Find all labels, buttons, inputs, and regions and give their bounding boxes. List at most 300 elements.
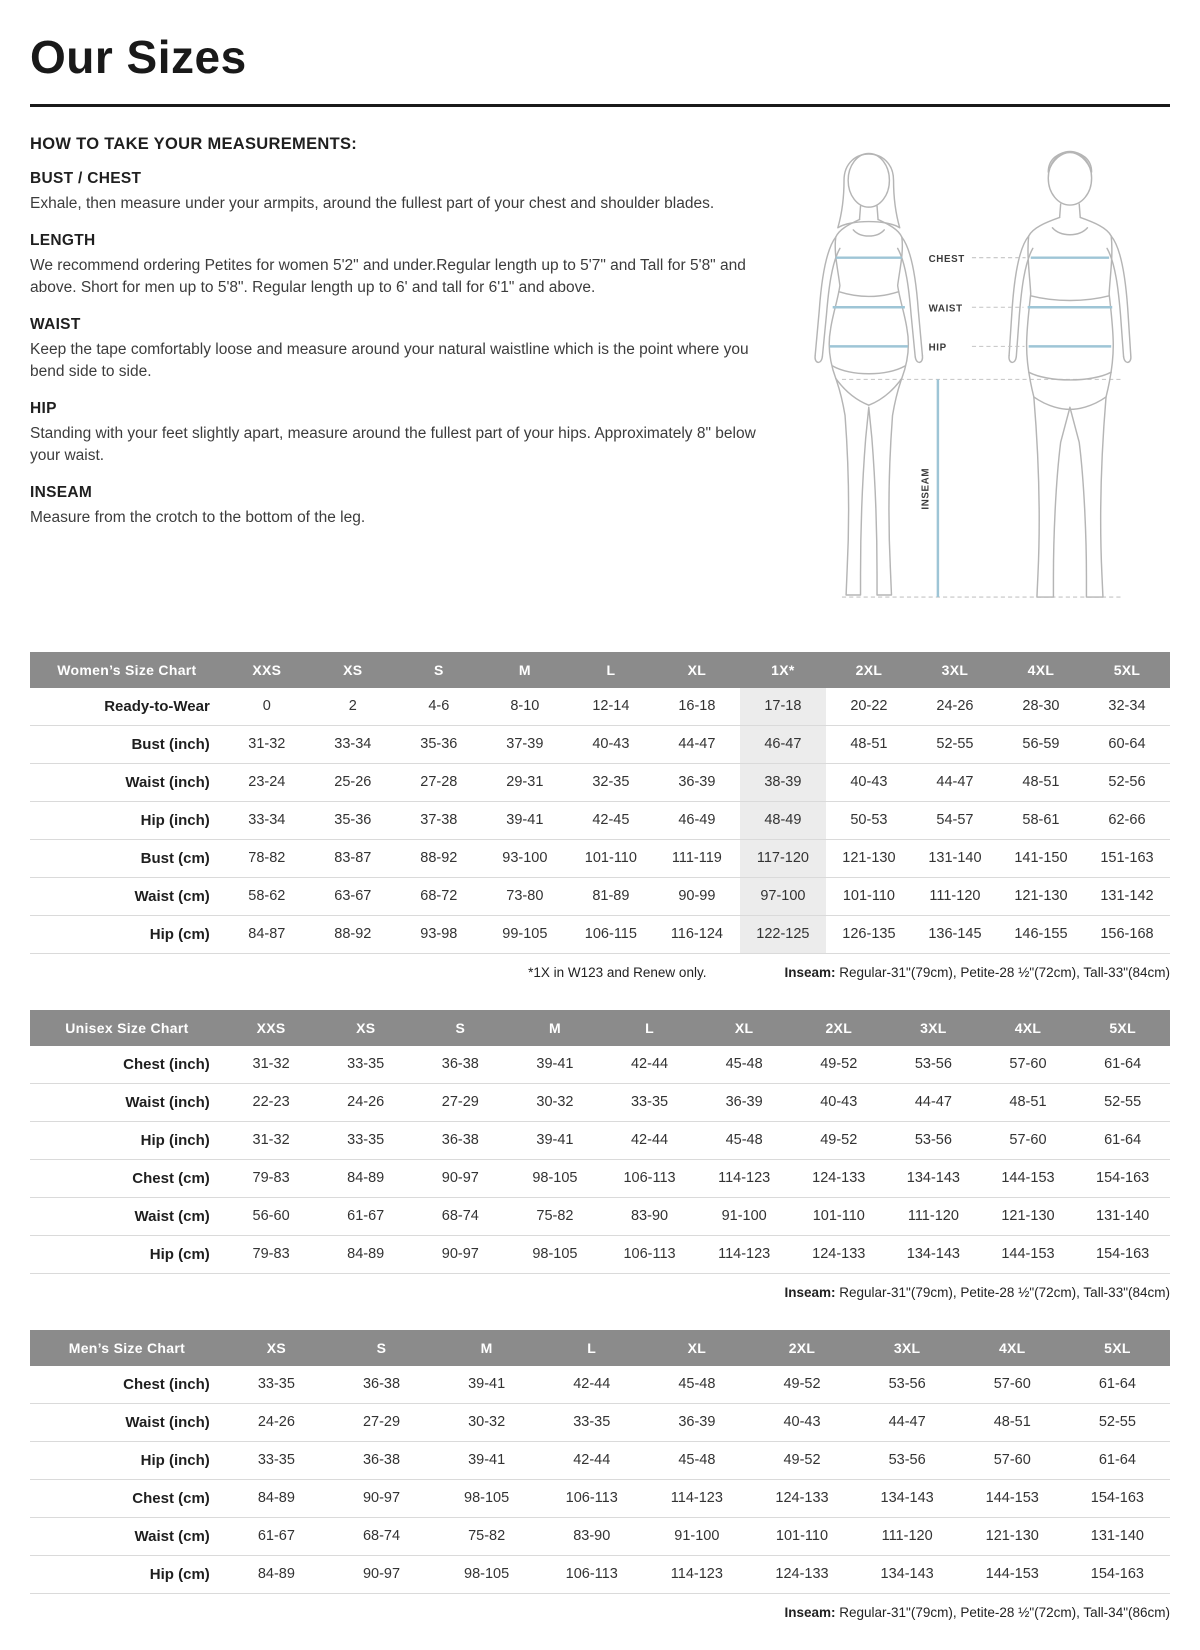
cell: 42-44 <box>573 1452 611 1469</box>
cell: 39-41 <box>536 1132 574 1149</box>
section-title: LENGTH <box>30 232 96 249</box>
column-header: S <box>329 1330 434 1366</box>
womens-chart-footnotes <box>30 965 1170 980</box>
cell: 154-163 <box>1090 1490 1144 1507</box>
title-divider <box>30 104 1170 107</box>
column-header: XS <box>310 652 396 688</box>
cell: 22-23 <box>252 1094 290 1111</box>
cell: 23-24 <box>248 774 286 791</box>
column-header: 4XL <box>981 1010 1076 1046</box>
cell: 106-113 <box>565 1490 618 1507</box>
table-row <box>30 1159 1170 1197</box>
cell: 111-120 <box>929 888 981 905</box>
cell: 36-38 <box>362 1376 401 1393</box>
inseam-label: INSEAM <box>920 467 932 510</box>
cell: 17-18 <box>740 688 826 726</box>
cell: 20-22 <box>850 698 888 715</box>
footnote-inseam <box>784 965 1170 980</box>
cell: 35-36 <box>334 812 372 829</box>
cell: 90-97 <box>362 1566 401 1583</box>
row-label: Hip (cm) <box>149 925 210 943</box>
section-title: WAIST <box>30 316 81 333</box>
row-label: Waist (inch) <box>125 773 210 791</box>
column-header: XL <box>697 1010 792 1046</box>
inseam-guides <box>842 379 1121 597</box>
row-label: Waist (inch) <box>125 1093 210 1111</box>
column-header: L <box>568 652 654 688</box>
table-row <box>30 877 1170 915</box>
cell: 83-90 <box>573 1528 611 1545</box>
cell: 114-123 <box>718 1170 771 1187</box>
cell: 106-115 <box>584 926 637 943</box>
cell: 35-36 <box>420 736 458 753</box>
row-label: Chest (cm) <box>132 1169 210 1187</box>
cell: 39-41 <box>506 812 544 829</box>
cell: 33-35 <box>257 1376 295 1393</box>
cell: 50-53 <box>850 812 888 829</box>
cell: 101-110 <box>584 850 637 867</box>
cell: 31-32 <box>248 736 286 753</box>
cell: 106-113 <box>623 1246 676 1263</box>
cell: 121-130 <box>842 850 896 867</box>
cell: 46-49 <box>678 812 716 829</box>
cell: 134-143 <box>880 1566 934 1583</box>
cell: 97-100 <box>740 877 826 915</box>
cell: 101-110 <box>842 888 895 905</box>
footnote-inseam-text: Regular-31"(79cm), Petite-28 ½"(72cm), Tall-34"(86cm) <box>839 1604 1170 1620</box>
cell: 53-56 <box>888 1452 926 1469</box>
cell: 101-110 <box>775 1528 829 1545</box>
cell: 40-43 <box>592 736 630 753</box>
section-body: Standing with your feet slightly apart, measure around the fullest part of your hips. Approximately 8" below your waist. <box>30 425 756 464</box>
cell: 136-145 <box>928 926 982 943</box>
cell: 48-51 <box>993 1414 1031 1431</box>
cell: 111-119 <box>671 850 722 867</box>
footnote-inseam-label: Inseam: <box>784 1284 836 1300</box>
cell: 45-48 <box>678 1376 716 1393</box>
column-header: L <box>539 1330 644 1366</box>
table-row <box>30 1083 1170 1121</box>
cell: 61-67 <box>257 1528 295 1545</box>
column-header: XS <box>318 1010 413 1046</box>
cell: 57-60 <box>993 1376 1031 1393</box>
cell: 121-130 <box>1001 1208 1055 1225</box>
column-header: XXS <box>224 652 310 688</box>
footnote-inseam-label: Inseam: <box>784 964 836 980</box>
cell: 61-64 <box>1104 1056 1142 1073</box>
cell: 40-43 <box>850 774 888 791</box>
instruction-section-bust-chest <box>30 170 764 215</box>
figure-panel <box>778 135 1170 622</box>
cell: 27-29 <box>441 1094 479 1111</box>
cell: 25-26 <box>334 774 372 791</box>
cell: 45-48 <box>725 1056 763 1073</box>
instructions-heading: HOW TO TAKE YOUR MEASUREMENTS: <box>30 135 358 153</box>
cell: 39-41 <box>468 1452 506 1469</box>
cell: 144-153 <box>985 1566 1039 1583</box>
cell: 61-67 <box>347 1208 385 1225</box>
cell: 111-120 <box>907 1208 959 1225</box>
hip-label: HIP <box>928 342 947 354</box>
woman-figure <box>815 154 922 596</box>
cell: 84-89 <box>257 1490 295 1507</box>
cell: 38-39 <box>740 763 826 801</box>
cell: 42-44 <box>573 1376 611 1393</box>
row-label: Bust (inch) <box>131 735 210 753</box>
cell: 39-41 <box>468 1376 506 1393</box>
cell: 61-64 <box>1104 1132 1142 1149</box>
cell: 117-120 <box>740 839 826 877</box>
cell: 45-48 <box>678 1452 716 1469</box>
cell: 73-80 <box>506 888 544 905</box>
cell: 106-113 <box>623 1170 676 1187</box>
cell: 98-105 <box>464 1490 510 1507</box>
cell: 0 <box>262 698 271 715</box>
cell: 33-35 <box>573 1414 611 1431</box>
cell: 39-41 <box>536 1056 574 1073</box>
cell: 90-99 <box>678 888 716 905</box>
column-header: M <box>434 1330 539 1366</box>
unisex-size-chart-table <box>30 1010 1170 1274</box>
table-row <box>30 1197 1170 1235</box>
cell: 33-35 <box>257 1452 295 1469</box>
row-label: Waist (cm) <box>134 1527 210 1545</box>
table-row <box>30 1235 1170 1273</box>
cell: 31-32 <box>252 1132 290 1149</box>
cell: 40-43 <box>783 1414 821 1431</box>
cell: 2 <box>348 698 357 715</box>
cell: 131-140 <box>928 850 982 867</box>
row-label: Hip (inch) <box>140 811 210 829</box>
cell: 48-51 <box>1022 774 1060 791</box>
table-row <box>30 1366 1170 1404</box>
cell: 83-90 <box>630 1208 669 1225</box>
cell: 151-163 <box>1100 850 1154 867</box>
cell: 53-56 <box>914 1056 952 1073</box>
section-body: Exhale, then measure under your armpits, around the fullest part of your chest and shoulder blades. <box>30 195 715 212</box>
cell: 33-35 <box>347 1056 385 1073</box>
instruction-section-hip <box>30 400 764 467</box>
cell: 90-97 <box>441 1170 479 1187</box>
cell: 58-62 <box>248 888 286 905</box>
row-label: Chest (inch) <box>123 1055 210 1073</box>
cell: 8-10 <box>510 698 540 715</box>
row-label: Waist (inch) <box>125 1413 210 1431</box>
cell: 90-97 <box>441 1246 479 1263</box>
cell: 36-38 <box>362 1452 401 1469</box>
cell: 90-97 <box>362 1490 401 1507</box>
cell: 93-98 <box>420 926 458 943</box>
column-header: 2XL <box>749 1330 854 1366</box>
cell: 126-135 <box>842 926 896 943</box>
cell: 88-92 <box>334 926 372 943</box>
instruction-section-inseam <box>30 484 764 529</box>
footnote-inseam-text: Regular-31"(79cm), Petite-28 ½"(72cm), Tall-33"(84cm) <box>839 1284 1170 1300</box>
row-label: Ready-to-Wear <box>104 697 210 715</box>
cell: 44-47 <box>936 774 974 791</box>
cell: 37-39 <box>506 736 544 753</box>
cell: 52-56 <box>1108 774 1146 791</box>
cell: 52-55 <box>1098 1414 1136 1431</box>
cell: 31-32 <box>252 1056 290 1073</box>
cell: 116-124 <box>670 926 723 943</box>
cell: 57-60 <box>1009 1132 1047 1149</box>
instruction-section-length <box>30 232 764 299</box>
cell: 49-52 <box>783 1376 821 1393</box>
column-header: 2XL <box>791 1010 886 1046</box>
section-title: INSEAM <box>30 484 93 501</box>
section-title: BUST / CHEST <box>30 170 142 187</box>
cell: 28-30 <box>1022 698 1060 715</box>
cell: 106-113 <box>565 1566 618 1583</box>
man-figure <box>1009 151 1131 597</box>
table-row <box>30 915 1170 953</box>
column-header: 3XL <box>855 1330 960 1366</box>
cell: 30-32 <box>468 1414 506 1431</box>
cell: 33-34 <box>248 812 286 829</box>
column-header: 4XL <box>960 1330 1065 1366</box>
column-header: XL <box>654 652 740 688</box>
cell: 57-60 <box>1009 1056 1047 1073</box>
cell: 56-59 <box>1022 736 1060 753</box>
cell: 53-56 <box>914 1132 952 1149</box>
column-header: L <box>602 1010 697 1046</box>
footnote-inseam <box>784 1285 1170 1300</box>
instruction-section-waist <box>30 316 764 383</box>
footnote-inseam-label: Inseam: <box>784 1604 836 1620</box>
cell: 45-48 <box>725 1132 763 1149</box>
cell: 68-74 <box>441 1208 479 1225</box>
row-label: Chest (cm) <box>132 1489 210 1507</box>
table-row <box>30 1403 1170 1441</box>
cell: 36-38 <box>441 1132 479 1149</box>
cell: 56-60 <box>252 1208 290 1225</box>
cell: 84-89 <box>347 1246 385 1263</box>
cell: 53-56 <box>888 1376 926 1393</box>
cell: 131-140 <box>1090 1528 1144 1545</box>
measurement-figure-illustration <box>778 137 1170 622</box>
table-row <box>30 763 1170 801</box>
cell: 101-110 <box>812 1208 865 1225</box>
cell: 144-153 <box>1001 1170 1055 1187</box>
chest-label: CHEST <box>928 253 965 265</box>
table-row <box>30 801 1170 839</box>
cell: 12-14 <box>592 698 630 715</box>
cell: 48-49 <box>740 801 826 839</box>
cell: 24-26 <box>936 698 974 715</box>
cell: 49-52 <box>783 1452 821 1469</box>
section-body: Keep the tape comfortably loose and measure around your natural waistline which is the point where you bend side to side. <box>30 341 749 380</box>
column-header: XL <box>644 1330 749 1366</box>
column-header: 4XL <box>998 652 1084 688</box>
table-row <box>30 688 1170 726</box>
column-header: 2XL <box>826 652 912 688</box>
cell: 49-52 <box>820 1056 858 1073</box>
table-row <box>30 725 1170 763</box>
mens-chart-footnotes <box>30 1605 1170 1620</box>
footnote-inseam-text: Regular-31"(79cm), Petite-28 ½"(72cm), Tall-33"(84cm) <box>839 964 1170 980</box>
column-header: XS <box>224 1330 329 1366</box>
cell: 79-83 <box>252 1246 290 1263</box>
row-label: Hip (inch) <box>140 1451 210 1469</box>
measurement-instructions <box>30 135 764 622</box>
cell: 154-163 <box>1090 1566 1144 1583</box>
row-label: Bust (cm) <box>140 849 210 867</box>
section-body: Measure from the crotch to the bottom of the leg. <box>30 509 366 526</box>
cell: 36-39 <box>725 1094 763 1111</box>
cell: 60-64 <box>1108 736 1146 753</box>
table-row <box>30 1046 1170 1084</box>
column-header: 3XL <box>912 652 998 688</box>
cell: 32-34 <box>1108 698 1146 715</box>
cell: 99-105 <box>502 926 548 943</box>
cell: 141-150 <box>1014 850 1068 867</box>
cell: 68-74 <box>362 1528 401 1545</box>
row-label: Hip (cm) <box>149 1245 210 1263</box>
row-label: Hip (cm) <box>149 1565 210 1583</box>
cell: 68-72 <box>420 888 458 905</box>
column-header: M <box>482 652 568 688</box>
mens-size-chart-table <box>30 1330 1170 1594</box>
row-label: Hip (inch) <box>140 1131 210 1149</box>
cell: 84-89 <box>257 1566 295 1583</box>
cell: 114-123 <box>670 1566 723 1583</box>
cell: 84-87 <box>248 926 286 943</box>
section-body: We recommend ordering Petites for women 5'2" and under.Regular length up to 5'7" and Tall for 5'8" and above. Short for men up to 5'8". Regular length up to 6' and tall for 6'1" and above. <box>30 257 746 296</box>
cell: 33-34 <box>334 736 372 753</box>
intro-section <box>30 135 1170 622</box>
cell: 44-47 <box>914 1094 952 1111</box>
cell: 121-130 <box>985 1528 1039 1545</box>
cell: 52-55 <box>936 736 974 753</box>
cell: 33-35 <box>630 1094 669 1111</box>
cell: 114-123 <box>718 1246 771 1263</box>
footnote-inseam <box>784 1605 1170 1620</box>
cell: 93-100 <box>502 850 548 867</box>
unisex-chart-footnotes <box>30 1285 1170 1300</box>
cell: 24-26 <box>257 1414 295 1431</box>
cell: 134-143 <box>880 1490 934 1507</box>
cell: 42-45 <box>592 812 630 829</box>
cell: 78-82 <box>248 850 286 867</box>
cell: 16-18 <box>678 698 716 715</box>
cell: 114-123 <box>670 1490 723 1507</box>
column-header: XXS <box>224 1010 319 1046</box>
cell: 58-61 <box>1022 812 1060 829</box>
table-title: Unisex Size Chart <box>30 1010 224 1046</box>
cell: 30-32 <box>536 1094 574 1111</box>
cell: 75-82 <box>468 1528 506 1545</box>
cell: 52-55 <box>1104 1094 1142 1111</box>
cell: 156-168 <box>1100 926 1154 943</box>
footnote-1x: *1X in W123 and Renew only. <box>528 964 707 980</box>
cell: 48-51 <box>1009 1094 1047 1111</box>
cell: 4-6 <box>428 698 450 715</box>
table-row <box>30 1555 1170 1593</box>
cell: 144-153 <box>985 1490 1039 1507</box>
cell: 46-47 <box>740 725 826 763</box>
cell: 42-44 <box>630 1056 669 1073</box>
cell: 54-57 <box>936 812 974 829</box>
table-row <box>30 1517 1170 1555</box>
cell: 98-105 <box>532 1170 578 1187</box>
cell: 27-28 <box>420 774 458 791</box>
page-title: Our Sizes <box>30 31 247 83</box>
header-row <box>30 1330 1170 1366</box>
cell: 36-39 <box>678 774 716 791</box>
cell: 32-35 <box>592 774 630 791</box>
cell: 49-52 <box>820 1132 858 1149</box>
cell: 124-133 <box>812 1246 866 1263</box>
header-row <box>30 1010 1170 1046</box>
cell: 40-43 <box>820 1094 858 1111</box>
column-header: 5XL <box>1075 1010 1170 1046</box>
cell: 79-83 <box>252 1170 290 1187</box>
cell: 154-163 <box>1096 1246 1150 1263</box>
cell: 44-47 <box>678 736 716 753</box>
column-header: 1X* <box>740 652 826 688</box>
womens-size-chart-table <box>30 652 1170 954</box>
cell: 81-89 <box>592 888 630 905</box>
cell: 98-105 <box>464 1566 510 1583</box>
table-row <box>30 1121 1170 1159</box>
cell: 88-92 <box>420 850 458 867</box>
cell: 91-100 <box>721 1208 767 1225</box>
cell: 57-60 <box>993 1452 1031 1469</box>
waist-label: WAIST <box>928 303 963 315</box>
cell: 24-26 <box>347 1094 385 1111</box>
cell: 98-105 <box>532 1246 578 1263</box>
cell: 37-38 <box>420 812 458 829</box>
cell: 131-140 <box>1096 1208 1150 1225</box>
column-header: 5XL <box>1065 1330 1170 1366</box>
row-label: Waist (cm) <box>134 887 210 905</box>
cell: 36-39 <box>678 1414 716 1431</box>
cell: 61-64 <box>1098 1376 1136 1393</box>
cell: 83-87 <box>334 850 372 867</box>
cell: 144-153 <box>1001 1246 1055 1263</box>
section-title: HIP <box>30 400 57 417</box>
cell: 42-44 <box>630 1132 669 1149</box>
cell: 124-133 <box>812 1170 866 1187</box>
cell: 121-130 <box>1014 888 1068 905</box>
cell: 33-35 <box>347 1132 385 1149</box>
table-row <box>30 1441 1170 1479</box>
cell: 131-142 <box>1100 888 1154 905</box>
cell: 134-143 <box>906 1246 960 1263</box>
header-row <box>30 652 1170 688</box>
cell: 75-82 <box>536 1208 574 1225</box>
cell: 124-133 <box>775 1566 829 1583</box>
cell: 111-120 <box>881 1528 933 1545</box>
table-row <box>30 839 1170 877</box>
cell: 48-51 <box>850 736 888 753</box>
cell: 124-133 <box>775 1490 829 1507</box>
column-header: S <box>396 652 482 688</box>
column-header: M <box>508 1010 603 1046</box>
cell: 134-143 <box>906 1170 960 1187</box>
cell: 91-100 <box>674 1528 720 1545</box>
table-title: Men’s Size Chart <box>30 1330 224 1366</box>
cell: 154-163 <box>1096 1170 1150 1187</box>
table-row <box>30 1479 1170 1517</box>
cell: 84-89 <box>347 1170 385 1187</box>
column-header: 5XL <box>1084 652 1170 688</box>
row-label: Waist (cm) <box>134 1207 210 1225</box>
measurement-lines <box>830 258 1113 597</box>
cell: 29-31 <box>506 774 544 791</box>
column-header: 3XL <box>886 1010 981 1046</box>
